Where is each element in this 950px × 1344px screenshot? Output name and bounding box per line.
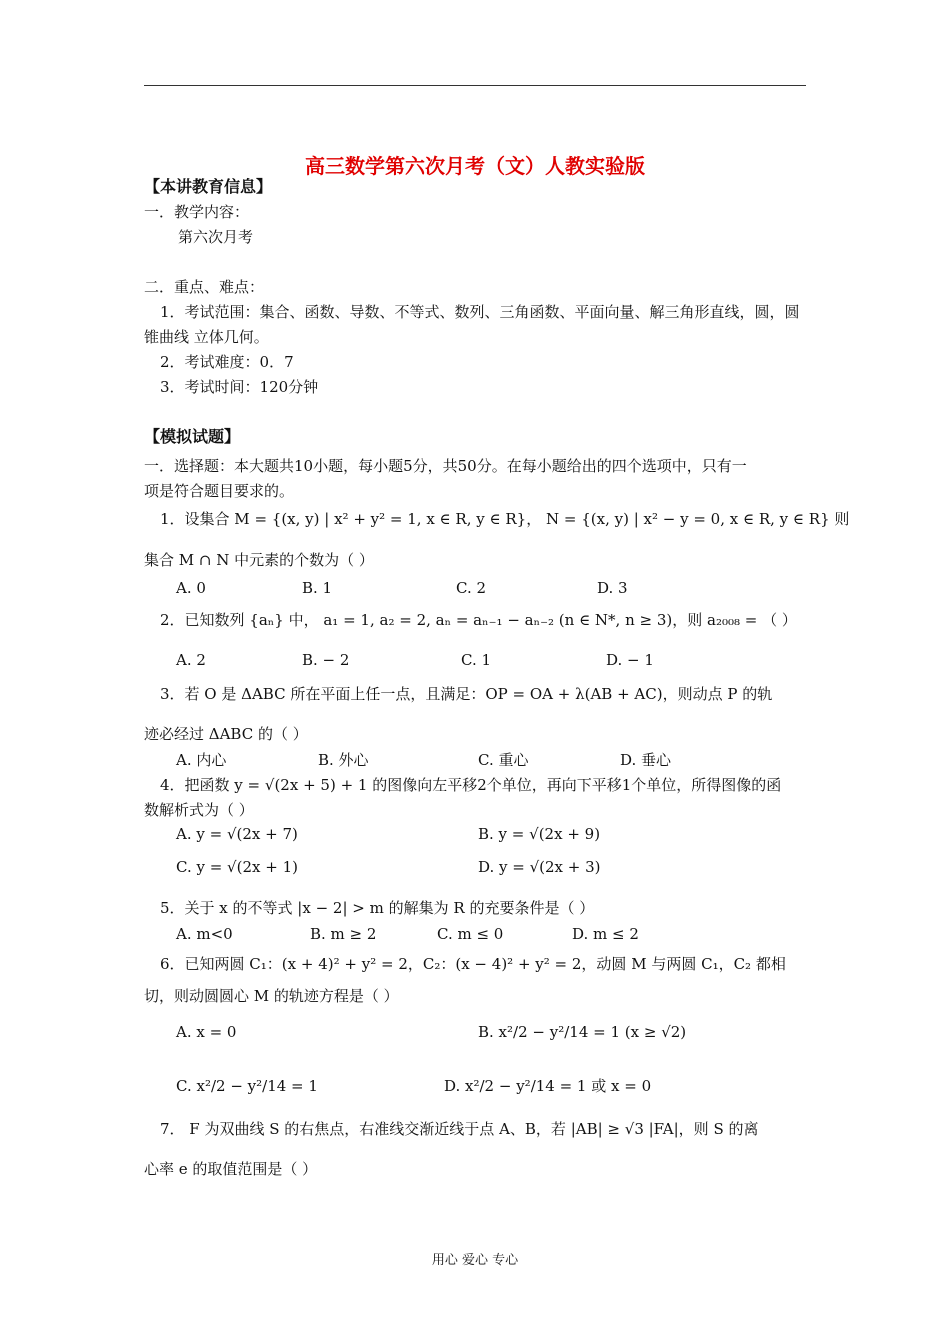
info-item-2: 2．考试难度：0．7 xyxy=(160,353,294,371)
question-6-stem: 6．已知两圆 C₁：(x + 4)² + y² = 2，C₂：(x − 4)² + y² = 2，动圆 M 与两圆 C₁，C₂ 都相 xyxy=(160,955,786,973)
question-7-stem-cont: 心率 e 的取值范围是（ ） xyxy=(144,1160,318,1178)
question-1-stem: 1．设集合 M = {(x, y) | x² + y² = 1, x ∈ R, y ∈ R}， N = {(x, y) | x² − y = 0, x ∈ R, y ∈ R} 则 xyxy=(160,510,850,528)
question-3-stem-cont: 迹必经过 ΔABC 的（ ） xyxy=(144,725,308,743)
question-4-stem: 4．把函数 y = √(2x + 5) + 1 的图像向左平移2个单位，再向下平移1个单位，所得图像的函 xyxy=(160,776,782,794)
q3-option-a: A. 内心 xyxy=(176,751,227,769)
q2-option-b: B. − 2 xyxy=(302,651,350,669)
question-2-stem: 2．已知数列 {aₙ} 中， a₁ = 1, a₂ = 2, aₙ = aₙ₋₁ − aₙ₋₂ (n ∈ N*, n ≥ 3)，则 a₂₀₀₈ = （ ） xyxy=(160,611,797,629)
exam-intro-a: 一．选择题：本大题共10小题，每小题5分，共50分。在每小题给出的四个选项中，只有一 xyxy=(144,457,747,475)
question-6-stem-cont: 切，则动圆圆心 M 的轨迹方程是（ ） xyxy=(144,987,399,1005)
q4-option-c: C. y = √(2x + 1) xyxy=(176,858,298,876)
q2-option-d: D. − 1 xyxy=(606,651,654,669)
q6-option-b: B. x²/2 − y²/14 = 1 (x ≥ √2) xyxy=(478,1023,687,1041)
q6-option-a: A. x = 0 xyxy=(176,1023,237,1041)
info-item-3: 3．考试时间：120分钟 xyxy=(160,378,319,396)
q5-option-c: C. m ≤ 0 xyxy=(437,925,504,943)
q2-option-c: C. 1 xyxy=(461,651,492,669)
content-value: 第六次月考 xyxy=(178,228,254,246)
q3-option-c: C. 重心 xyxy=(478,751,529,769)
key-label: 二．重点、难点： xyxy=(144,278,265,296)
info-item-1a: 1．考试范围：集合、函数、导数、不等式、数列、三角函数、平面向量、解三角形直线，圆，圆 xyxy=(160,303,800,321)
q6-option-c: C. x²/2 − y²/14 = 1 xyxy=(176,1077,318,1095)
info-item-1b: 锥曲线 立体几何。 xyxy=(144,328,269,346)
q1-option-b: B. 1 xyxy=(302,579,333,597)
q4-option-b: B. y = √(2x + 9) xyxy=(478,825,601,843)
header-rule xyxy=(144,85,806,86)
question-1-stem-cont: 集合 M ∩ N 中元素的个数为（ ） xyxy=(144,551,374,569)
q3-option-d: D. 垂心 xyxy=(620,751,672,769)
q5-option-d: D. m ≤ 2 xyxy=(572,925,639,943)
question-3-stem: 3．若 O 是 ΔABC 所在平面上任一点，且满足：OP = OA + λ(AB + AC)，则动点 P 的轨 xyxy=(160,685,773,703)
content-label: 一．教学内容： xyxy=(144,203,250,221)
q1-option-a: A. 0 xyxy=(176,579,206,597)
exam-intro-b: 项是符合题目要求的。 xyxy=(144,482,295,500)
q6-option-d: D. x²/2 − y²/14 = 1 或 x = 0 xyxy=(444,1077,652,1095)
info-heading: 【本讲教育信息】 xyxy=(144,177,273,196)
question-4-stem-cont: 数解析式为（ ） xyxy=(144,801,254,819)
q1-option-c: C. 2 xyxy=(456,579,487,597)
q4-option-a: A. y = √(2x + 7) xyxy=(176,825,298,843)
q1-option-d: D. 3 xyxy=(597,579,628,597)
q2-option-a: A. 2 xyxy=(176,651,206,669)
page-title: 高三数学第六次月考（文）人教实验版 xyxy=(305,154,645,178)
question-7-stem: 7． F 为双曲线 S 的右焦点，右准线交渐近线于点 A、B，若 |AB| ≥ √3 |FA|，则 S 的离 xyxy=(160,1120,759,1138)
q5-option-a: A. m<0 xyxy=(176,925,233,943)
exam-heading: 【模拟试题】 xyxy=(144,427,241,446)
q3-option-b: B. 外心 xyxy=(318,751,369,769)
page-footer: 用心 爱心 专心 xyxy=(431,1253,519,1268)
q4-option-d: D. y = √(2x + 3) xyxy=(478,858,601,876)
question-5-stem: 5．关于 x 的不等式 |x − 2| > m 的解集为 R 的充要条件是（ ） xyxy=(160,899,595,917)
q5-option-b: B. m ≥ 2 xyxy=(310,925,377,943)
